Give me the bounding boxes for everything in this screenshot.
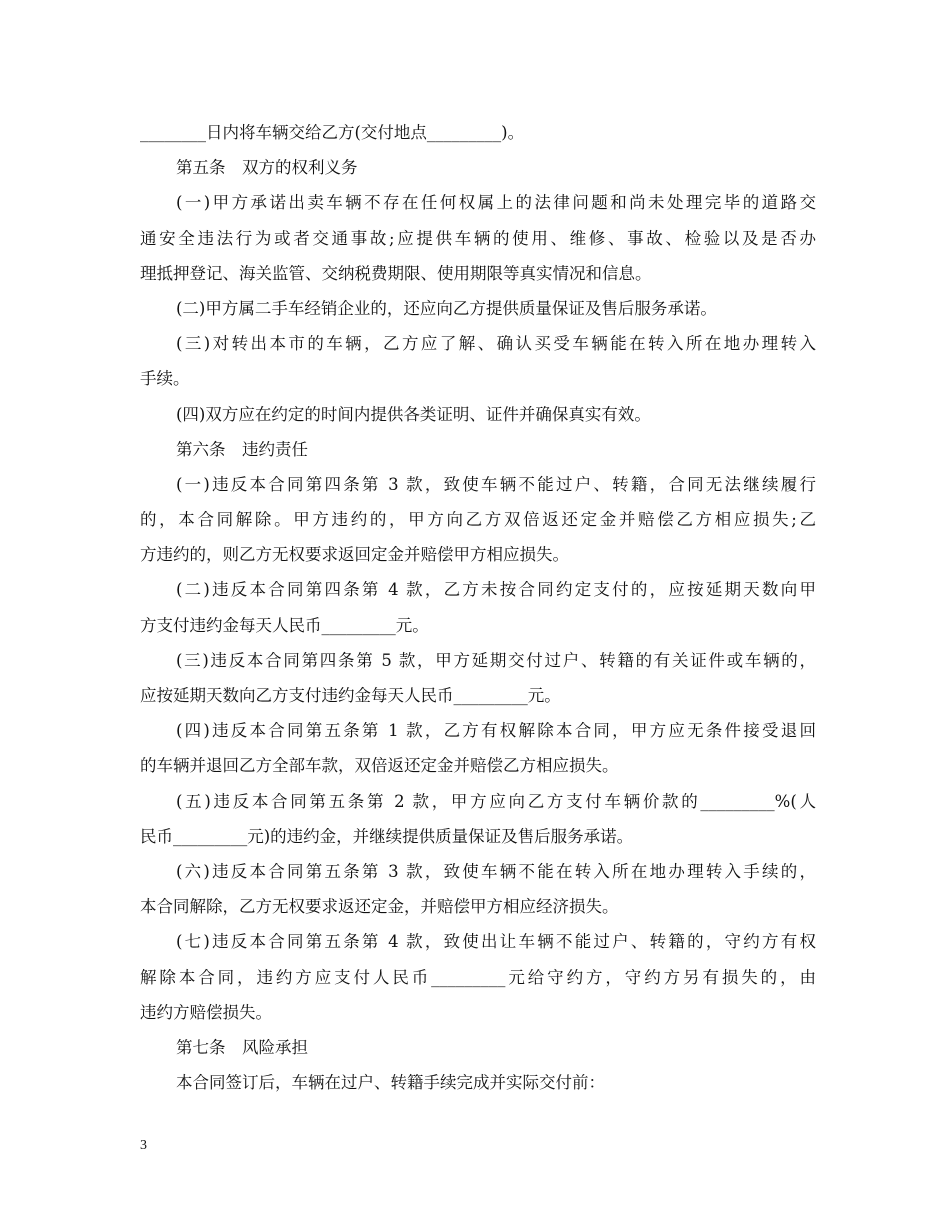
text-line: (二)甲方属二手车经销企业的，还应向乙方提供质量保证及售后服务承诺。	[176, 298, 717, 318]
section-heading-7: 第七条 风险承担	[176, 1037, 308, 1057]
text-line: 本合同解除，乙方无权要求返还定金，并赔偿甲方相应经济损失。	[140, 897, 619, 917]
text-line: (三)违反本合同第四条第 5 款，甲方延期交付过户、转籍的有关证件或车辆的，	[176, 650, 816, 670]
page-number: 3	[140, 1138, 147, 1153]
text-line: 手续。	[140, 369, 190, 389]
text-line: 民币_________元)的违约金，并继续提供质量保证及售后服务承诺。	[140, 826, 634, 846]
text-line: (一)甲方承诺出卖车辆不存在任何权属上的法律问题和尚未处理完毕的道路交	[176, 193, 816, 213]
text-line: 违约方赔偿损失。	[140, 1002, 272, 1022]
text-line: 理抵押登记、海关监管、交纳税费期限、使用期限等真实情况和信息。	[140, 263, 652, 283]
text-line: 应按延期天数向乙方支付违约金每天人民币_________元。	[140, 686, 561, 705]
text-line: 通安全违法行为或者交通事故;应提供车辆的使用、维修、事故、检验以及是否办	[140, 228, 816, 248]
text-line: (二)违反本合同第四条第 4 款，乙方未按合同约定支付的，应按延期天数向甲	[176, 580, 816, 600]
text-line: 的，本合同解除。甲方违约的，甲方向乙方双倍返还定金并赔偿乙方相应损失;乙	[140, 510, 816, 530]
text-line: 解除本合同，违约方应支付人民币_________元给守约方，守约方另有损失的，由	[140, 967, 816, 987]
text-line: (四)违反本合同第五条第 1 款，乙方有权解除本合同，甲方应无条件接受退回	[176, 721, 816, 741]
text-line: (三)对转出本市的车辆，乙方应了解、确认买受车辆能在转入所在地办理转入	[176, 334, 816, 354]
section-heading-5: 第五条 双方的权利义务	[176, 158, 358, 178]
text-line: ________日内将车辆交给乙方(交付地点_________)。	[140, 123, 525, 142]
text-line: 本合同签订后，车辆在过户、转籍手续完成并实际交付前：	[176, 1073, 605, 1093]
text-line: 方支付违约金每天人民币_________元。	[140, 615, 429, 635]
text-line: (五)违反本合同第五条第 2 款，甲方应向乙方支付车辆价款的_________%(人	[176, 791, 816, 811]
text-line: (一)违反本合同第四条第 3 款，致使车辆不能过户、转籍，合同无法继续履行	[176, 474, 816, 494]
text-line: (六)违反本合同第五条第 3 款，致使车辆不能在转入所在地办理转入手续的，	[176, 861, 816, 881]
contract-body	[140, 115, 816, 1100]
text-line: 的车辆并退回乙方全部车款，双倍返还定金并赔偿乙方相应损失。	[140, 756, 619, 776]
section-heading-6: 第六条 违约责任	[176, 439, 308, 459]
text-line: (四)双方应在约定的时间内提供各类证明、证件并确保真实有效。	[176, 404, 651, 424]
text-line: 方违约的，则乙方无权要求返回定金并赔偿甲方相应损失。	[140, 545, 569, 565]
text-line: (七)违反本合同第五条第 4 款，致使出让车辆不能过户、转籍的，守约方有权	[176, 932, 816, 952]
